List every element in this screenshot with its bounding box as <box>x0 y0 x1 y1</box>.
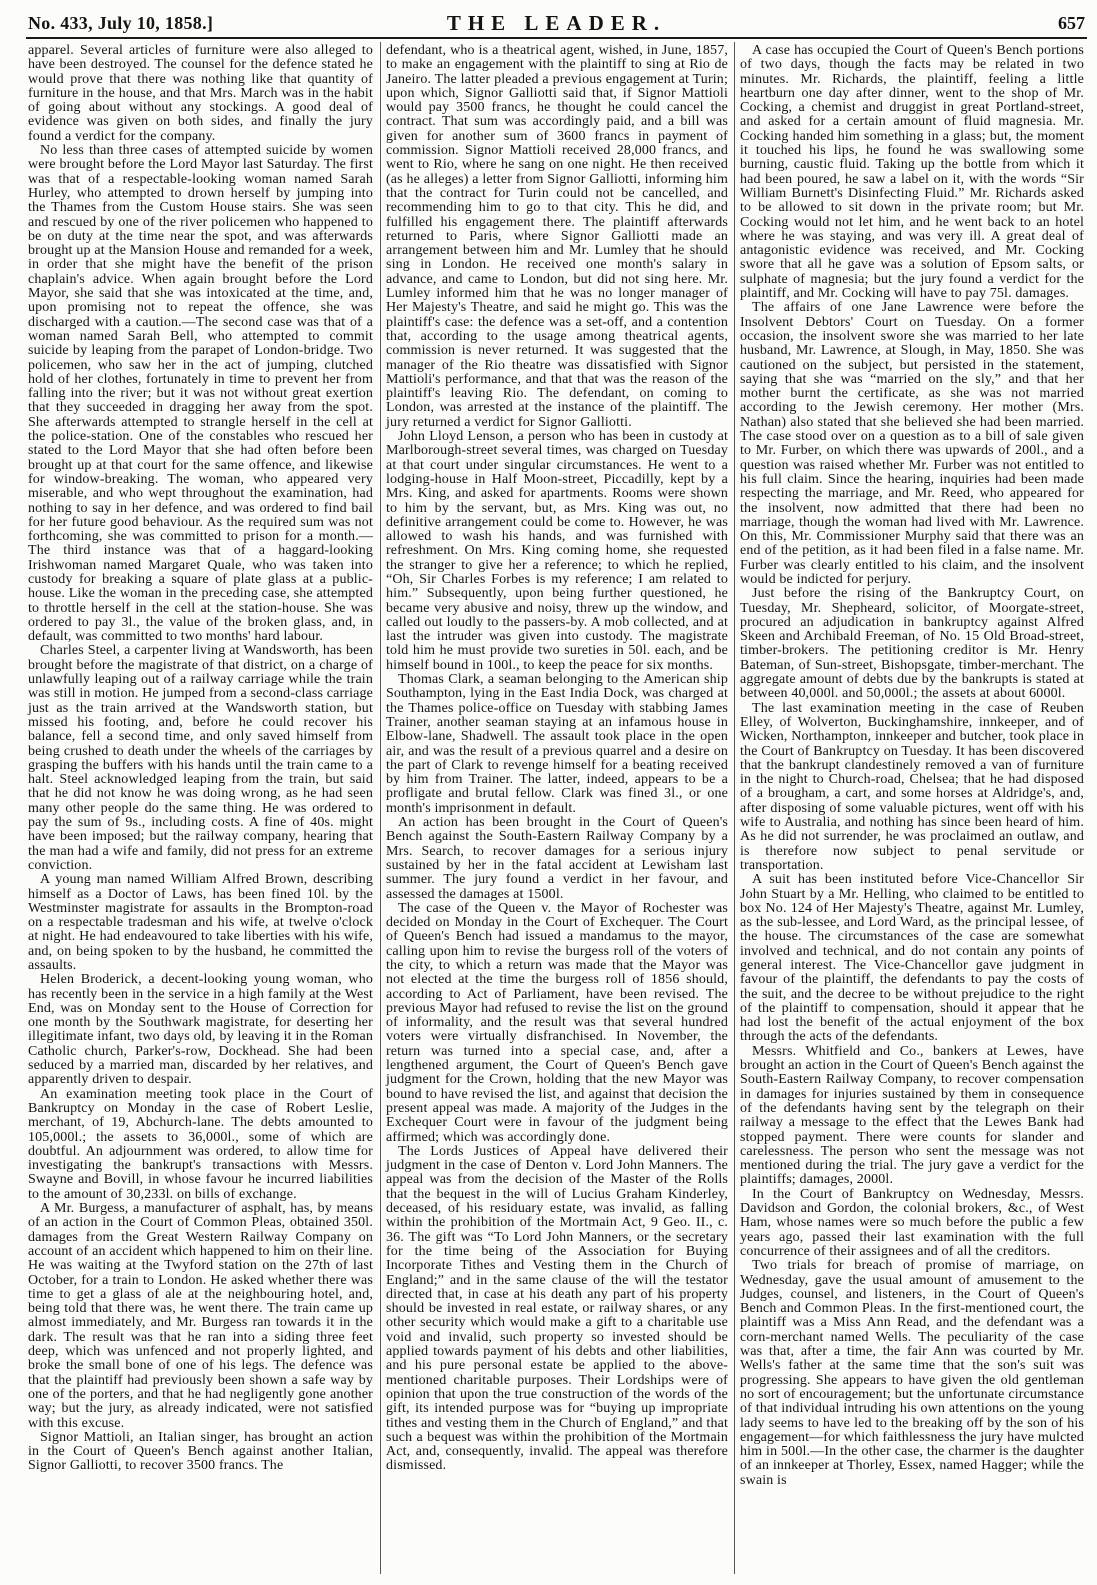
column-2 <box>386 44 728 1474</box>
paragraph: An action has been brought in the Court of Queen's Bench against the South-Eastern Railway Company by a Mrs. Search, to recover damages for a serious injury sustained by her in the fatal accident at Lewisham last summer. The jury found a verdict in her favour, and assessed the damages at 1500l. <box>386 815 728 902</box>
paragraph: Signor Mattioli, an Italian singer, has brought an action in the Court of Queen's Bench against another Italian, Signor Galliotti, to recover 3500 francs. The <box>28 1429 373 1474</box>
paragraph: A suit has been instituted before Vice-Chancellor Sir John Stuart by a Mr. Helling, who claimed to be entitled to box No. 124 of Her Majesty's Theatre, against Mr. Lumley, as the sub-lessee, and Lord Ward, as the principal lessee, of the house. The circumstances of the case are somewhat involved and technical, and do not contain any points of general interest. The Vice-Chancellor gave judgment in favour of the plaintiff, the defendants to pay the costs of the suit, and the decree to be without prejudice to the right of the plaintiff to compensation, should it appear that he had lost the benefit of the actual enjoyment of the box through the acts of the defendants. <box>740 872 1084 1045</box>
paragraph: Just before the rising of the Bankruptcy Court, on Tuesday, Mr. Shepheard, solicitor, of Moorgate-street, procured an adjudication in bankruptcy against Alfred Skeen and Archibald Freeman, of No. 15 Old Broad-street, timber-brokers. The petitioning creditor is Mr. Henry Bateman, of Sun-street, Bishopsgate, timber-merchant. The aggregate amount of debts due by the bankrupts is stated at between 40,000l. and 50,000l.; the assets at about 6000l. <box>740 586 1084 702</box>
paragraph: The case of the Queen v. the Mayor of Rochester was decided on Monday in the Court of Exchequer. The Court of Queen's Bench had issued a mandamus to the mayor, calling upon him to revise the burgess roll of the voters of the city, to which a return was made that the Mayor was not elected at the time the burgess roll of 1856 should, according to Act of Parliament, have been revised. The previous Mayor had refused to revise the list on the ground of informality, and the result was that several hundred voters were virtually disfranchised. In November, the return was turned into a special case, and, after a lengthened argument, the Court of Queen's Bench gave judgment for the Crown, holding that the new Mayor was bound to have revised the list, and against that decision the present appeal was made. A majority of the Judges in the Exchequer Court were in favour of the judgment being affirmed; which was accordingly done. <box>386 900 728 1145</box>
paragraph: An examination meeting took place in the Court of Bankruptcy on Monday in the case of Robert Leslie, merchant, of 19, Abchurch-lane. The debts amounted to 105,000l.; the assets to 36,000l., some of which are doubtful. An adjournment was ordered, to allow time for investigating the bankrupt's transactions with Messrs. Swayne and Bovill, in whose favour he incurred liabilities to the amount of 30,233l. on bills of exchange. <box>28 1086 373 1202</box>
paragraph: apparel. Several articles of furniture were also alleged to have been destroyed. The counsel for the defence stated he would prove that there was nothing like that quantity of furniture in the house, and that Mrs. March was in the habit of going about without any stockings. A good deal of evidence was given on both sides, and finally the jury found a verdict for the company. <box>28 43 373 144</box>
paragraph: A young man named William Alfred Brown, describing himself as a Doctor of Laws, has been fined 10l. by the Westminster magistrate for assaults in the Brompton-road on a respectable tradesman and his wife, at twelve o'clock at night. He had endeavoured to take liberties with his wife, and, on being spoken to by the husband, he committed the assaults. <box>28 872 373 973</box>
paragraph: The Lords Justices of Appeal have delivered their judgment in the case of Denton v. Lord John Manners. The appeal was from the decision of the Master of the Rolls that the bequest in the will of Lucius Graham Kinderley, deceased, of his residuary estate, was invalid, as falling within the prohibition of the Mortmain Act, 9 Geo. II., c. 36. The gift was “To Lord John Manners, or the secretary for the time being of the Association for Buying Incorporate Tithes and Vesting them in the Church of England;” and in the same clause of the will the testator directed that, in case at his death any part of his property should be invested in real estate, or railway shares, or any other security which would make a gift to a charitable use void and invalid, such property so invested should be applied towards payment of his debts and other liabilities, and his pure personal estate be applied to the above-mentioned charitable purposes. Their Lordships were of opinion that upon the true construction of the words of the gift, its intended purpose was for “buying up impropriate tithes and vesting them in the Church of England,” and that such a bequest was within the prohibition of the Mortmain Act, and, consequently, invalid. The appeal was therefore dismissed. <box>386 1143 728 1474</box>
paragraph: A case has occupied the Court of Queen's Bench portions of two days, though the facts may be related in two minutes. Mr. Richards, the plaintiff, feeling a little heartburn one day after dinner, went to the shop of Mr. Cocking, a chemist and druggist in great Portland-street, and asked for a certain amount of fluid magnesia. Mr. Cocking handed him something in a glass; but, the moment it touched his lips, he found he was swallowing some burning, caustic fluid. Taking up the bottle from which it had been poured, he saw a label on it, with the words “Sir William Burnett's Disinfecting Fluid.” Mr. Richards asked to be allowed to sit down in the private room; but Mr. Cocking would not let him, and he went back to an hotel where he was staying, and was very ill. A great deal of antagonistic evidence was received, and Mr. Cocking swore that all he gave was a solution of Epsom salts, or sulphate of magnesia; but the jury found a verdict for the plaintiff, and Mr. Cocking will have to pay 75l. damages. <box>740 43 1084 302</box>
column-divider-1 <box>380 42 381 1574</box>
column-1 <box>28 44 373 1474</box>
column-3 <box>740 44 1084 1488</box>
paragraph: No less than three cases of attempted suicide by women were brought before the Lord Mayor last Saturday. The first was that of a respectable-looking woman named Sarah Hurley, who attempted to drown herself by jumping into the Thames from the Custom House stairs. She was seen and rescued by one of the river policemen who happened to be on duty at the time near the spot, and was afterwards brought up at the Mansion House and remanded for a week, in order that she might have the benefit of the prison chaplain's advice. When again brought before the Lord Mayor, she said that she was intoxicated at the time, and, upon promising not to repeat the offence, she was discharged with a caution.—The second case was that of a woman named Sarah Bell, who attempted to commit suicide by leaping from the parapet of London-bridge. Two policemen, who saw her in the act of jumping, clutched hold of her clothes, fortunately in time to prevent her from falling into the river; but it was not without great exertion that they succeeded in dragging her away from the spot. She afterwards attempted to strangle herself in the cell at the police-station. One of the constables who rescued her stated to the Lord Mayor that she had often before been brought up at that court for the same offence, and likewise for window-breaking. The woman, who appeared very miserable, and who wept throughout the examination, had nothing to say in her defence, and was ordered to find bail for her future good behaviour. As the required sum was not forthcoming, she was committed to prison for a month.—The third instance was that of a haggard-looking Irishwoman named Margaret Quale, who was taken into custody for breaking a square of plate glass at a public-house. Like the woman in the preceding case, she attempted to throttle herself in the cell at the station-house. She was ordered to pay 3l., the value of the broken glass, and, in default, was committed to two months' hard labour. <box>28 143 373 645</box>
column-divider-2 <box>734 42 735 1574</box>
page-header <box>28 10 1085 36</box>
page-number: 657 <box>1058 13 1085 33</box>
paragraph: Messrs. Whitfield and Co., bankers at Lewes, have brought an action in the Court of Queen's Bench against the South-Eastern Railway Company, to recover compensation in damages for injuries sustained by them in consequence of the defendants having sent by the telegraph on their railway a message to the effect that the Lewes Bank had stopped payment. There were counts for slander and carelessness. The person who sent the message was not mentioned during the trial. The jury gave a verdict for the plaintiffs; damages, 2000l. <box>740 1043 1084 1188</box>
header-rule <box>26 37 1087 39</box>
paragraph: A Mr. Burgess, a manufacturer of asphalt, has, by means of an action in the Court of Common Pleas, obtained 350l. damages from the Great Western Railway Company on account of an accident which happened to him on their line. He was waiting at the Twyford station on the 27th of last October, for a train to London. He asked whether there was time to get a glass of ale at the neighbouring hotel, and, being told that there was, he went there. The train came up almost immediately, and Mr. Burgess ran towards it in the dark. The result was that he ran into a siding three feet deep, which was unfenced and not properly lighted, and broke the small bone of one of his legs. The defence was that the plaintiff had previously been shown a safe way by one of the porters, and that he had negligently gone another way; but the jury, as already indicated, were not satisfied with this excuse. <box>28 1201 373 1431</box>
paragraph: The affairs of one Jane Lawrence were before the Insolvent Debtors' Court on Tuesday. On a former occasion, the insolvent swore she was married to her late husband, Mr. Lawrence, at Slough, in May, 1850. She was cautioned on the subject, but persisted in the statement, saying that she was “married on the sly,” and that her mother burnt the certificate, as she was not married according to the Jewish ceremony. Her mother (Mrs. Nathan) also stated that she believed she had been married. The case stood over on a question as to a bill of sale given to Mr. Furber, on which there was upwards of 200l., and a question was raised whether Mr. Furber was not entitled to his full claim. Since the hearing, inquiries had been made respecting the marriage, and Mr. Reed, who appeared for the insolvent, now admitted that there had been no marriage, though the woman had lived with Mr. Lawrence. On this, Mr. Commissioner Murphy said that there was an end of the petition, as it had been filed in a false name. Mr. Furber was clearly entitled to his claim, and the insolvent would be indicted for perjury. <box>740 300 1084 587</box>
paragraph: Thomas Clark, a seaman belonging to the American ship Southampton, lying in the East India Dock, was charged at the Thames police-office on Tuesday with stabbing James Trainer, another seaman staying at an infamous house in Elbow-lane, Shadwell. The assault took place in the open air, and was the result of a previous quarrel and a desire on the part of Clark to revenge himself for a beating received by him from Trainer. The latter, indeed, appears to be a profligate and brutal fellow. Clark was fined 3l., or one month's imprisonment in default. <box>386 672 728 816</box>
paragraph: Charles Steel, a carpenter living at Wandsworth, has been brought before the magistrate of that district, on a charge of unlawfully leaping out of a railway carriage while the train was still in motion. He jumped from a second-class carriage just as the train arrived at the Wandsworth station, but missed his footing, and, before he could recover his balance, fell a second time, and only saved himself from being crushed to death under the wheels of the carriages by grasping the buffers with his hands until the train came to a halt. Steel acknowledged leaping from the train, but said that he did not know he was doing wrong, as he had seen many other people do the same thing. He was ordered to pay the sum of 9s., including costs. A fine of 40s. might have been imposed; but the railway company, hearing that the man had a wife and family, did not press for an extreme conviction. <box>28 643 373 873</box>
paragraph: John Lloyd Lenson, a person who has been in custody at Marlborough-street several times, was charged on Tuesday at that court under singular circumstances. He went to a lodging-house in Half Moon-street, Piccadilly, kept by a Mrs. King, and asked for apartments. Rooms were shown to him by the servant, but, as Mrs. King was out, no definitive arrangement could be come to. However, he was allowed to wash his hands, and was furnished with refreshment. On Mrs. King coming home, she requested the stranger to give her a reference; to which he replied, “Oh, Sir Charles Forbes is my reference; I am related to him.” Subsequently, upon being further questioned, he became very abusive and noisy, threw up the window, and called out loudly to the passers-by. A mob collected, and at last the intruder was given into custody. The magistrate told him he must provide two sureties in 50l. each, and be himself bound in 100l., to keep the peace for six months. <box>386 429 728 673</box>
issue-line: No. 433, July 10, 1858.] <box>28 13 214 33</box>
paragraph: defendant, who is a theatrical agent, wished, in June, 1857, to make an engagement with the plaintiff to sing at Rio de Janeiro. The latter pleaded a previous engagement at Turin; upon which, Signor Galliotti said that, if Signor Mattioli would pay 3500 francs, he thought he could cancel the contract. That sum was accordingly paid, and a bill was given for another sum of 3600 francs in payment of commission. Signor Mattioli received 28,000 francs, and went to Rio, where he sang on one night. He then received (as he alleges) a letter from Signor Galliotti, informing him that the contract for Turin could not be cancelled, and recommending him to go to that city. This he did, and fulfilled his engagement there. The plaintiff afterwards returned to Paris, where Signor Galliotti made an arrangement between him and Mr. Lumley that he should sing in London. He received one month's salary in advance, and came to London, but did not sing here. Mr. Lumley informed him that he was no longer manager of Her Majesty's Theatre, and said he might go. This was the plaintiff's case: the defence was a set-off, and a contention that, according to the usage among theatrical agents, commission is never returned. It was suggested that the manager of the Rio theatre was dissatisfied with Signor Mattioli's performance, and that that was the reason of the plaintiff's leaving Rio. The defendant, on coming to London, was arrested at the instance of the plaintiff. The jury returned a verdict for Signor Galliotti. <box>386 43 728 430</box>
publication-title: THE LEADER. <box>446 11 667 35</box>
paragraph: The last examination meeting in the case of Reuben Elley, of Wolverton, Buckinghamshire, innkeeper, and of Wicken, Northampton, innkeeper and butcher, took place in the Court of Bankruptcy on Tuesday. It has been discovered that the bankrupt clandestinely removed a van of furniture in the night to Church-road, Chelsea; that he had disposed of a brougham, a cart, and some horses at Aldridge's, and, after disposing of some valuable pictures, went off with his wife to Australia, and nothing has since been heard of him. As he did not surrender, he was proclaimed an outlaw, and is therefore now subject to penal servitude or transportation. <box>740 700 1084 873</box>
paragraph: Two trials for breach of promise of marriage, on Wednesday, gave the usual amount of amusement to the Judges, counsel, and listeners, in the Court of Queen's Bench and Common Pleas. In the first-mentioned court, the plaintiff was a Miss Ann Read, and the defendant was a corn-merchant named Wells. The peculiarity of the case was that, after a time, the fair Ann was courted by Mr. Wells's father at the same time that the son's suit was progressing. She appears to have given the old gentleman no sort of encouragement; but the unfortunate circumstance of that individual intruding his own attentions on the young lady seems to have led to the breaking off by the son of his engagement—for which faithlessness the jury have mulcted him in 500l.—In the other case, the charmer is the daughter of an innkeeper at Thorley, Essex, named Hagger; while the swain is <box>740 1258 1084 1488</box>
paragraph: In the Court of Bankruptcy on Wednesday, Messrs. Davidson and Gordon, the colonial brokers, &c., of West Ham, whose names were so much before the public a few years ago, passed their last examination with the full concurrence of their assignees and of all the creditors. <box>740 1186 1084 1259</box>
paragraph: Helen Broderick, a decent-looking young woman, who has recently been in the service in a high family at the West End, was on Monday sent to the House of Correction for one month by the Southwark magistrate, for deserting her illegitimate infant, two days old, by leaving it in the Roman Catholic church, Parker's-row, Dockhead. She had been seduced by a married man, discarded by her relatives, and apparently driven to despair. <box>28 972 373 1088</box>
